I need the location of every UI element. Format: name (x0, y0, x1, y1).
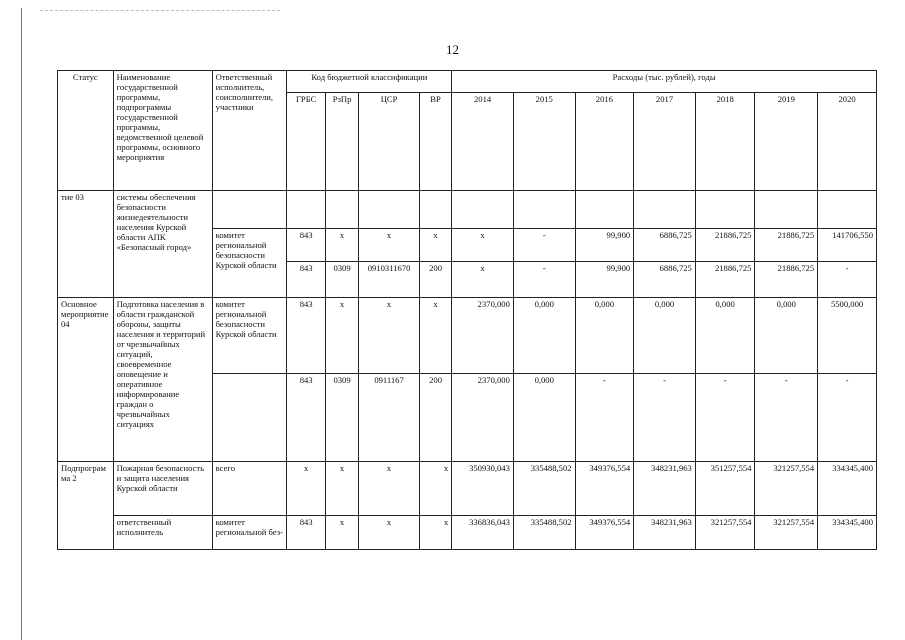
csr-cell: х (359, 516, 420, 550)
value-cell: 335488,502 (513, 462, 575, 516)
name-cell: системы обеспечения безопасности жизнедеятельности населения Курской области АПК «Безопасный город» (113, 191, 212, 298)
csr-cell: 0911167 (359, 374, 420, 462)
scan-edge-line (21, 8, 22, 640)
value-cell: - (818, 374, 877, 462)
empty-cell (212, 374, 287, 462)
value-cell: 99,900 (575, 262, 634, 298)
header-csr: ЦСР (359, 93, 420, 191)
empty-cell (634, 191, 696, 229)
header-year: 2017 (634, 93, 696, 191)
responsible-cell: комитет региональной безопасности Курской области (212, 298, 287, 374)
csr-cell: х (359, 229, 420, 262)
value-cell: 334345,400 (818, 516, 877, 550)
value-cell: 0,000 (513, 298, 575, 374)
value-cell: - (575, 374, 634, 462)
csr-cell: х (359, 462, 420, 516)
value-cell: - (755, 374, 818, 462)
value-cell: 0,000 (695, 298, 755, 374)
header-budget-code: Код бюджетной классификации (287, 71, 452, 93)
header-row-1 (58, 71, 877, 93)
value-cell: 350930,043 (452, 462, 514, 516)
header-year: 2015 (513, 93, 575, 191)
grbs-cell: 843 (287, 516, 325, 550)
empty-cell (755, 191, 818, 229)
grbs-cell: 843 (287, 298, 325, 374)
header-year: 2018 (695, 93, 755, 191)
value-cell: 349376,554 (575, 516, 634, 550)
name-cell: Пожарная безопасность и защита населения Курской области (113, 462, 212, 516)
grbs-cell: 843 (287, 374, 325, 462)
value-cell: 0,000 (755, 298, 818, 374)
value-cell: - (695, 374, 755, 462)
value-cell: х (452, 229, 514, 262)
value-cell: 2370,000 (452, 374, 514, 462)
empty-cell (419, 191, 451, 229)
grbs-cell: х (287, 462, 325, 516)
rzpr-cell: х (325, 229, 358, 262)
value-cell: - (513, 262, 575, 298)
empty-cell (325, 191, 358, 229)
header-rzpr: РзПр (325, 93, 358, 191)
rzpr-cell: х (325, 462, 358, 516)
vr-cell: х (419, 298, 451, 374)
empty-cell (359, 191, 420, 229)
status-cell: Подпрограмма 2 (58, 462, 114, 550)
vr-cell: х (419, 516, 451, 550)
value-cell: - (634, 374, 696, 462)
header-expenses: Расходы (тыс. рублей), годы (452, 71, 877, 93)
responsible-cell: комитет региональной безопасности Курской области (212, 229, 287, 298)
value-cell: 99,900 (575, 229, 634, 262)
value-cell: х (452, 262, 514, 298)
vr-cell: х (419, 229, 451, 262)
name-cell: Подготовка населения в области гражданской обороны, защиты населения и территорий от чрезвычайных ситуаций, своевременное оповещение и оперативное информирование граждан о чрезвычайных ситуациях (113, 298, 212, 462)
value-cell: 141706,550 (818, 229, 877, 262)
table-row (58, 516, 877, 550)
header-name: Наименование государственной программы, подпрограммы государственной программы, ведомственной целевой программы, основного мероприятия (113, 71, 212, 191)
rzpr-cell: х (325, 516, 358, 550)
table-row (58, 298, 877, 374)
value-cell: 336836,043 (452, 516, 514, 550)
csr-cell: 0910311670 (359, 262, 420, 298)
value-cell: 348231,963 (634, 462, 696, 516)
table-row (58, 191, 877, 229)
header-year: 2019 (755, 93, 818, 191)
value-cell: 6886,725 (634, 262, 696, 298)
header-year: 2016 (575, 93, 634, 191)
value-cell: 351257,554 (695, 462, 755, 516)
page-number: 12 (446, 42, 459, 57)
header-status: Статус (58, 71, 114, 191)
rzpr-cell: 0309 (325, 262, 358, 298)
grbs-cell: 843 (287, 262, 325, 298)
header-vr: ВР (419, 93, 451, 191)
value-cell: 321257,554 (755, 516, 818, 550)
responsible-cell: комитет региональной без- (212, 516, 287, 550)
value-cell: 0,000 (513, 374, 575, 462)
value-cell: 5500,000 (818, 298, 877, 374)
rzpr-cell: 0309 (325, 374, 358, 462)
empty-cell (818, 191, 877, 229)
empty-cell (212, 191, 287, 229)
csr-cell: х (359, 298, 420, 374)
vr-cell: 200 (419, 374, 451, 462)
value-cell: 321257,554 (755, 462, 818, 516)
header-grbs: ГРБС (287, 93, 325, 191)
status-cell: Основное мероприятие 04 (58, 298, 114, 462)
value-cell: 2370,000 (452, 298, 514, 374)
responsible-cell: всего (212, 462, 287, 516)
header-year: 2014 (452, 93, 514, 191)
value-cell: 335488,502 (513, 516, 575, 550)
header-year: 2020 (818, 93, 877, 191)
empty-cell (287, 191, 325, 229)
scan-artifact (40, 10, 280, 11)
value-cell: 6886,725 (634, 229, 696, 262)
value-cell: 21886,725 (755, 262, 818, 298)
value-cell: 0,000 (575, 298, 634, 374)
value-cell: 21886,725 (695, 229, 755, 262)
rzpr-cell: х (325, 298, 358, 374)
budget-table (57, 70, 877, 550)
empty-cell (575, 191, 634, 229)
value-cell: 334345,400 (818, 462, 877, 516)
status-cell: тие 03 (58, 191, 114, 298)
value-cell: 348231,963 (634, 516, 696, 550)
header-responsible: Ответственный исполнитель, соисполнители, участники (212, 71, 287, 191)
table-row (58, 462, 877, 516)
value-cell: 349376,554 (575, 462, 634, 516)
empty-cell (695, 191, 755, 229)
empty-cell (452, 191, 514, 229)
value-cell: 21886,725 (695, 262, 755, 298)
grbs-cell: 843 (287, 229, 325, 262)
value-cell: - (818, 262, 877, 298)
empty-cell (513, 191, 575, 229)
value-cell: 321257,554 (695, 516, 755, 550)
name-cell: ответственный исполнитель (113, 516, 212, 550)
value-cell: - (513, 229, 575, 262)
value-cell: 21886,725 (755, 229, 818, 262)
vr-cell: х (419, 462, 451, 516)
value-cell: 0,000 (634, 298, 696, 374)
vr-cell: 200 (419, 262, 451, 298)
